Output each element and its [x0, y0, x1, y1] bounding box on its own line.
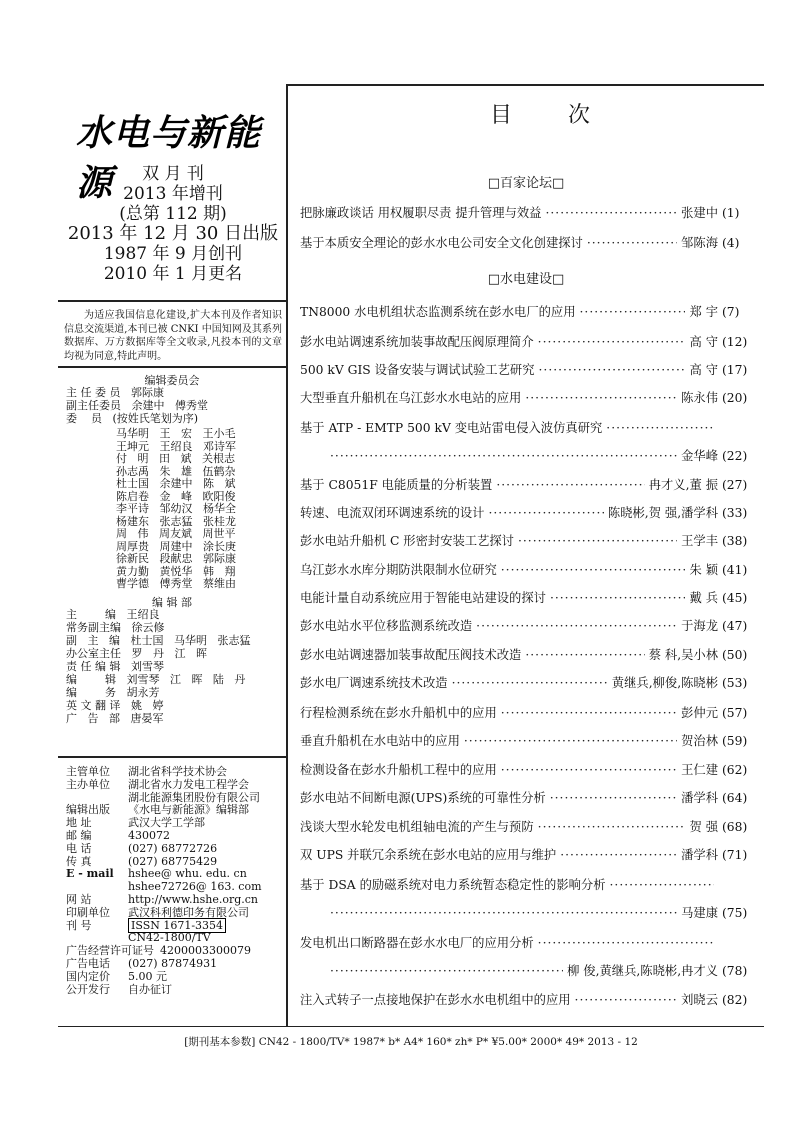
- info-row: 网 站 http://www.hshe.org.cn: [66, 892, 259, 906]
- info-row: 编辑出版 《水电与新能源》编辑部: [66, 803, 249, 817]
- info-row: hshee72726@ 163. com: [128, 880, 262, 894]
- editorial-row: 责 任 编 辑 刘雪琴: [66, 660, 164, 673]
- left-separator: [58, 756, 286, 758]
- toc-entry[interactable]: 转速、电流双闭环调速系统的设计 ····· 陈晓彬,贺 强,潘学科: [300, 505, 718, 521]
- toc-page: (1): [722, 206, 740, 220]
- issn-box: ISSN 1671-3354: [128, 918, 226, 933]
- toc-page: (59): [722, 734, 748, 748]
- committee-director: 主 任 委 员 郭际康: [66, 386, 164, 399]
- journal-parameters: [期刊基本参数] CN42 - 1800/TV* 1987* b* A4* 160* zh* P* ¥5.00* 2000* 49* 2013 - 12: [184, 1036, 638, 1048]
- member-row: 孙志禹 朱 雄 伍鹤杂: [116, 464, 236, 478]
- toc-entry[interactable]: 浅谈大型水轮发电机组轴电流的产生与预防 ····· 贺 强: [300, 819, 718, 835]
- info-row: 广告电话 (027) 87874931: [66, 956, 218, 970]
- info-row: 传 真 (027) 68775429: [66, 854, 218, 868]
- section-heading: □百家论坛□: [487, 176, 565, 191]
- toc-page: (57): [722, 706, 748, 720]
- info-row: E - mail hshee@ whu. edu. cn: [66, 867, 247, 881]
- info-row: 湖北能源集团股份有限公司: [128, 790, 260, 804]
- info-row: CN42-1800/TV: [128, 931, 211, 945]
- editorial-row: 广 告 部 唐晏军: [66, 712, 164, 725]
- toc-entry[interactable]: 彭水电站水平位移监测系统改造 ····· 于海龙: [300, 618, 718, 634]
- toc-page: (22): [722, 449, 748, 463]
- member-row: 杨建东 张志猛 张桂龙: [116, 514, 236, 528]
- editorial-row: 编 务 胡永芳: [66, 686, 160, 699]
- editorial-row: 英 文 翻 译 姚 婷: [66, 699, 164, 712]
- toc-page: (7): [722, 305, 740, 319]
- member-row: 曹学德 傅秀堂 蔡维由: [116, 577, 236, 590]
- info-row: 电 话 (027) 68772726: [66, 841, 218, 855]
- committee-title: 编辑委员会: [144, 374, 200, 387]
- info-row: 地 址 武汉大学工学部: [66, 816, 205, 830]
- member-row: 徐新民 段献忠 郭际康: [116, 552, 236, 565]
- toc-entry[interactable]: 基于 ATP - EMTP 500 kV 变电站雷电侵入波仿真研究 ····· ····· 金华峰: [300, 420, 718, 464]
- toc-page: (71): [722, 848, 748, 862]
- toc-page: (50): [722, 648, 748, 662]
- issue-total: (总第 112 期): [119, 204, 227, 224]
- toc-entry[interactable]: 垂直升船机在水电站中的应用 ····· 贺治林: [300, 733, 718, 749]
- toc-entry[interactable]: 大型垂直升船机在乌江彭水水电站的应用 ····· 陈永伟: [300, 390, 718, 406]
- info-row: 邮 编 430072: [66, 828, 170, 842]
- left-separator: [58, 300, 286, 302]
- toc-entry[interactable]: 发电机出口断路器在彭水水电厂的应用分析 ····· ····· 柳 俊,黄继兵,陈晓彬,冉才义: [300, 935, 718, 979]
- toc-page: (27): [722, 478, 748, 492]
- toc-page: (41): [722, 563, 748, 577]
- toc-title: 目次: [490, 103, 647, 128]
- founded-date: 1987 年 9 月创刊: [103, 244, 243, 264]
- info-row: 公开发行 自办征订: [66, 982, 172, 996]
- toc-page: (38): [722, 534, 748, 548]
- toc-page: (33): [722, 506, 748, 520]
- bottom-rule: [58, 1026, 764, 1027]
- committee-members: [116, 428, 286, 591]
- committee-members-label: 委 员 (按姓氏笔划为序): [66, 412, 199, 425]
- toc-entry[interactable]: 检测设备在彭水升船机工程中的应用 ····· 王仁建: [300, 762, 718, 778]
- publication-info: [66, 766, 284, 996]
- toc-page: (4): [722, 236, 740, 250]
- member-row: 付 明 田 斌 关根志: [116, 452, 235, 465]
- member-row: 黄力勤 黄悦华 韩 翔: [116, 564, 236, 578]
- toc-entry[interactable]: 彭水电站调速器加装事故配压阀技术改造 ····· 蔡 科,吴小林: [300, 647, 718, 663]
- toc-entry[interactable]: TN8000 水电机组状态监测系统在彭水电厂的应用 ····· 郑 宇: [300, 304, 718, 320]
- left-separator: [58, 366, 286, 368]
- toc-page: (12): [722, 335, 748, 349]
- member-row: 陈启卷 金 峰 欧阳俊: [116, 489, 236, 503]
- editorial-row: 副 主 编 杜士国 马华明 张志猛: [66, 634, 251, 647]
- member-row: 李平诗 邹幼汉 杨华全: [116, 502, 236, 515]
- toc-entry[interactable]: 电能计量自动系统应用于智能电站建设的探讨 ····· 戴 兵: [300, 590, 718, 606]
- toc-entry[interactable]: 行程检测系统在彭水升船机中的应用 ····· 彭仲元: [300, 705, 718, 721]
- column-divider: [286, 84, 288, 1026]
- info-row: 刊 号 ISSN 1671-3354: [66, 920, 284, 933]
- toc-page: (47): [722, 619, 748, 633]
- committee-vice: 副主任委员 余建中 傅秀堂: [66, 399, 208, 412]
- editorial-row: 常务副主编 徐云修: [66, 621, 165, 634]
- toc-entry[interactable]: 基于本质安全理论的彭水水电公司安全文化创建探讨 ····· 邹陈海: [300, 235, 718, 251]
- frequency: 双 月 刊: [142, 164, 204, 184]
- copyright-notice: 为适应我国信息化建设,扩大本刊及作者知识信息交流渠道,本刊已被 CNKI 中国知网及其系列数据库、万方数据库等全文收录,凡投本刊的文章均视为同意,特此声明。: [64, 310, 282, 362]
- info-row: 主办单位 湖北省水力发电工程学会: [66, 777, 249, 791]
- toc-page: (45): [722, 591, 748, 605]
- member-row: 马华明 王 宏 王小毛: [116, 427, 236, 440]
- toc-page: (64): [722, 791, 748, 805]
- toc-page: (68): [722, 820, 748, 834]
- toc-page: (62): [722, 763, 748, 777]
- toc-entry[interactable]: 注入式转子一点接地保护在彭水水电机组中的应用 ····· 刘晓云: [300, 992, 718, 1008]
- toc-page: (75): [722, 906, 748, 920]
- info-row: 广告经营许可证号 4200003300079: [66, 944, 251, 958]
- toc-entry[interactable]: 彭水电站调速系统加装事故配压阀原理简介 ····· 高 守: [300, 334, 718, 350]
- toc-page: (20): [722, 391, 748, 405]
- member-row: 周 伟 周友斌 周世平: [116, 527, 236, 540]
- toc-entry[interactable]: 双 UPS 并联冗余系统在彭水电站的应用与维护 ····· 潘学科: [300, 847, 718, 863]
- editorial-row: 主 编 王绍良: [66, 608, 160, 621]
- toc-entry[interactable]: 彭水电站不间断电源(UPS)系统的可靠性分析 ····· 潘学科: [300, 790, 718, 806]
- member-row: 杜士国 余建中 陈 斌: [116, 477, 236, 490]
- top-rule: [286, 84, 764, 86]
- publish-date: 2013 年 12 月 30 日出版: [67, 223, 279, 244]
- masthead: [60, 164, 286, 284]
- editorial-title: 编 辑 部: [152, 596, 192, 609]
- toc-entry[interactable]: 500 kV GIS 设备安装与调试试验工艺研究 ····· 高 守: [300, 362, 718, 378]
- editorial-row: 编 辑 刘雪琴 江 晖 陆 丹: [66, 673, 246, 686]
- issue-year: 2013 年增刊: [123, 184, 223, 204]
- toc-page: (78): [722, 964, 748, 978]
- section-heading: □水电建设□: [487, 272, 565, 287]
- toc-entry[interactable]: 彭水电厂调速系统技术改造 ····· 黄继兵,柳俊,陈晓彬: [300, 675, 718, 691]
- info-row: 国内定价 5.00 元: [66, 969, 167, 983]
- info-row: 印刷单位 武汉科利德印务有限公司: [66, 905, 249, 919]
- renamed-date: 2010 年 1 月更名: [103, 264, 243, 284]
- toc-page: (17): [722, 363, 748, 377]
- toc-entry[interactable]: 乌江彭水水库分期防洪限制水位研究 ····· 朱 颖: [300, 562, 718, 578]
- toc-entry[interactable]: 彭水电站升船机 C 形密封安装工艺探讨 ····· 王学丰: [300, 533, 718, 549]
- toc-page: (53): [722, 676, 748, 690]
- toc-entry[interactable]: 基于 C8051F 电能质量的分析装置 ····· 冉才义,董 振: [300, 477, 718, 493]
- editorial-row: 办公室主任 罗 丹 江 晖: [66, 647, 207, 660]
- journal-logo: 水电与新能源: [76, 112, 262, 204]
- toc-entry[interactable]: 把脉廉政谈话 用权履职尽责 提升管理与效益 ····· 张建中: [300, 205, 718, 221]
- member-row: 王坤元 王绍良 邓诗军: [116, 439, 236, 453]
- info-row: 主管单位 湖北省科学技术协会: [66, 765, 227, 778]
- toc-entry[interactable]: 基于 DSA 的励磁系统对电力系统暂态稳定性的影响分析 ····· ····· 马建康: [300, 877, 718, 921]
- toc-page: (82): [722, 993, 748, 1007]
- member-row: 周厚贵 周建中 涂长庚: [116, 539, 236, 553]
